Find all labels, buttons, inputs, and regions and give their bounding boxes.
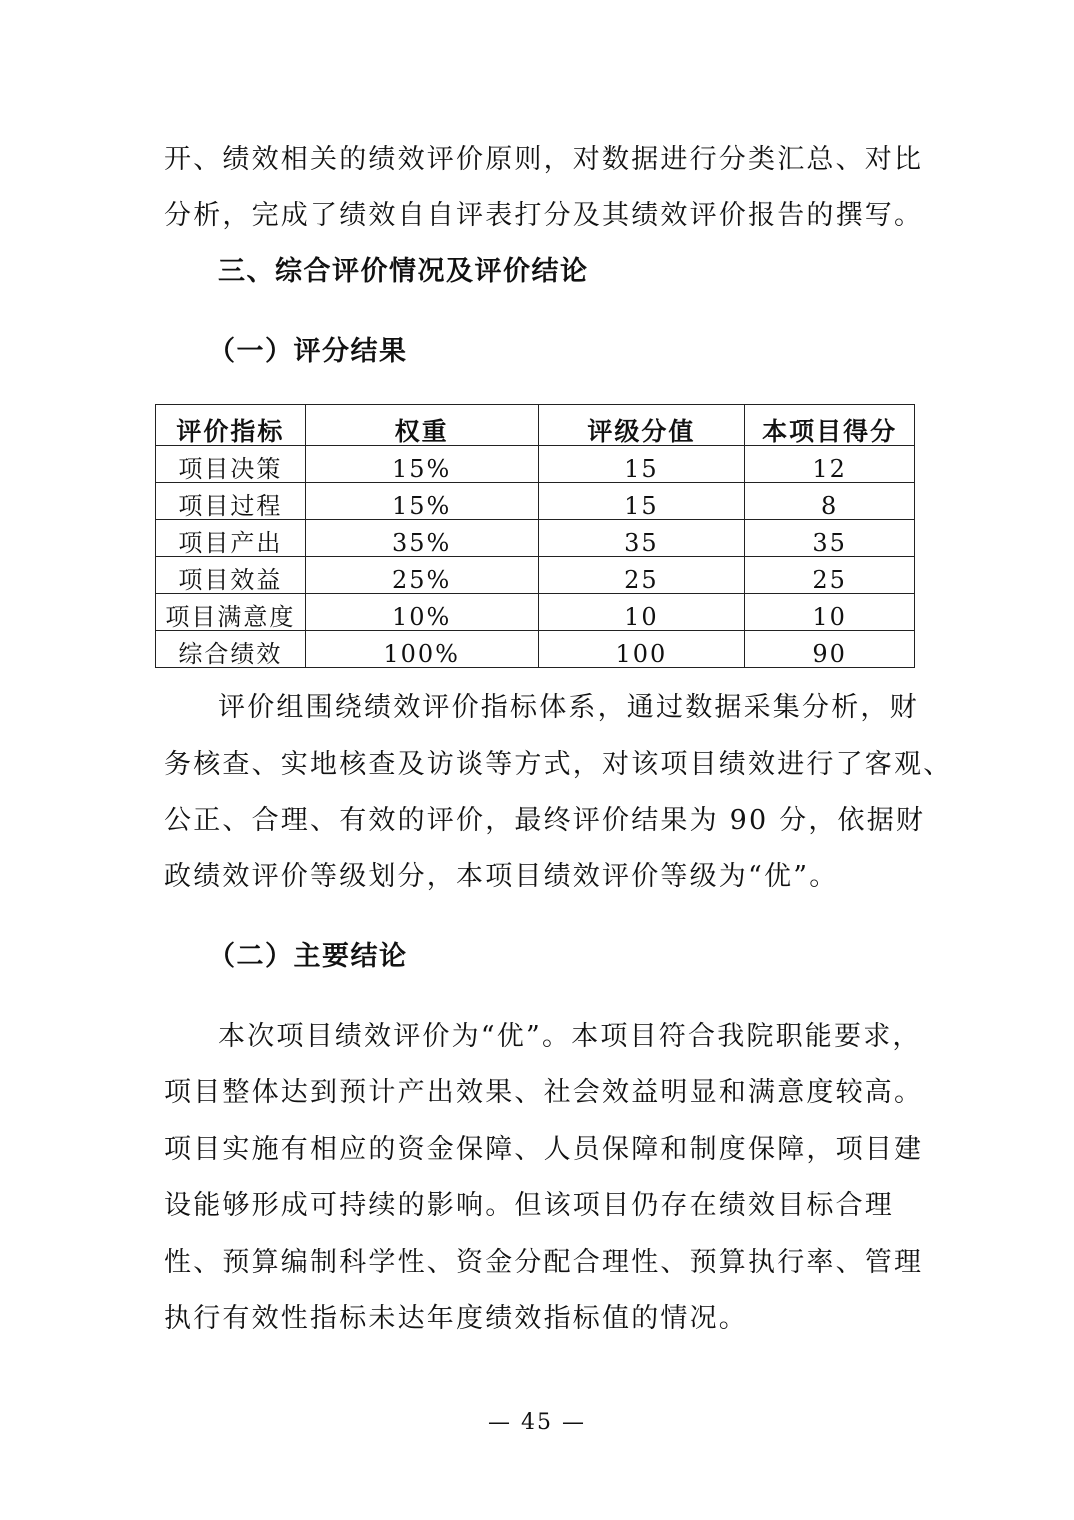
table-row — [156, 594, 915, 631]
cell-weight: 10% — [305, 594, 538, 631]
cell-project-score: 35 — [745, 520, 915, 557]
paragraph-line: 性、预算编制科学性、资金分配合理性、预算执行率、管理 — [164, 1247, 924, 1278]
cell-project-score: 8 — [745, 483, 915, 520]
table-row — [156, 483, 915, 520]
cell-project-score: 10 — [745, 594, 915, 631]
cell-rating-score: 10 — [538, 594, 745, 631]
paragraph-line: 分析，完成了绩效自自评表打分及其绩效评价报告的撰写。 — [164, 200, 924, 231]
cell-weight: 100% — [305, 631, 538, 668]
table-row — [156, 631, 915, 668]
cell-weight: 35% — [305, 520, 538, 557]
paragraph-line: 项目实施有相应的资金保障、人员保障和制度保障，项目建 — [164, 1134, 924, 1165]
score-table — [155, 404, 915, 668]
cell-project-score: 25 — [745, 557, 915, 594]
cell-indicator: 项目效益 — [156, 557, 306, 594]
header-rating-score: 评级分值 — [538, 405, 745, 446]
table-row — [156, 446, 915, 483]
paragraph-line: 设能够形成可持续的影响。但该项目仍存在绩效目标合理 — [164, 1190, 894, 1221]
paragraph-line: 执行有效性指标未达年度绩效指标值的情况。 — [164, 1303, 748, 1334]
cell-weight: 15% — [305, 446, 538, 483]
cell-indicator: 项目决策 — [156, 446, 306, 483]
cell-project-score: 12 — [745, 446, 915, 483]
cell-indicator: 项目满意度 — [156, 594, 306, 631]
paragraph-line: 评价组围绕绩效评价指标体系，通过数据采集分析，财 — [218, 692, 919, 723]
paragraph-line: 项目整体达到预计产出效果、社会效益明显和满意度较高。 — [164, 1077, 924, 1108]
cell-rating-score: 25 — [538, 557, 745, 594]
section-heading: 三、综合评价情况及评价结论 — [218, 256, 589, 287]
header-weight: 权重 — [305, 405, 538, 446]
subheading-main-conclusions: （二）主要结论 — [208, 941, 408, 972]
cell-weight: 25% — [305, 557, 538, 594]
paragraph-line: 务核查、实地核查及访谈等方式，对该项目绩效进行了客观、 — [164, 749, 953, 780]
cell-rating-score: 15 — [538, 446, 745, 483]
subheading-scoring-results: （一）评分结果 — [208, 336, 408, 367]
header-indicator: 评价指标 — [156, 405, 306, 446]
cell-rating-score: 35 — [538, 520, 745, 557]
cell-rating-score: 15 — [538, 483, 745, 520]
cell-indicator: 项目过程 — [156, 483, 306, 520]
paragraph-line: 本次项目绩效评价为“优”。本项目符合我院职能要求， — [218, 1021, 922, 1052]
paragraph-line: 政绩效评价等级划分，本项目绩效评价等级为“优”。 — [164, 861, 839, 892]
cell-rating-score: 100 — [538, 631, 745, 668]
page-number: — 45 — — [488, 1410, 586, 1435]
paragraph-line: 公正、合理、有效的评价，最终评价结果为 90 分，依据财 — [164, 805, 926, 836]
cell-weight: 15% — [305, 483, 538, 520]
header-project-score: 本项目得分 — [745, 405, 915, 446]
paragraph-line: 开、绩效相关的绩效评价原则，对数据进行分类汇总、对比 — [164, 144, 924, 175]
table-header-row — [156, 405, 915, 446]
table-row — [156, 520, 915, 557]
cell-indicator: 综合绩效 — [156, 631, 306, 668]
table-row — [156, 557, 915, 594]
cell-project-score: 90 — [745, 631, 915, 668]
cell-indicator: 项目产出 — [156, 520, 306, 557]
